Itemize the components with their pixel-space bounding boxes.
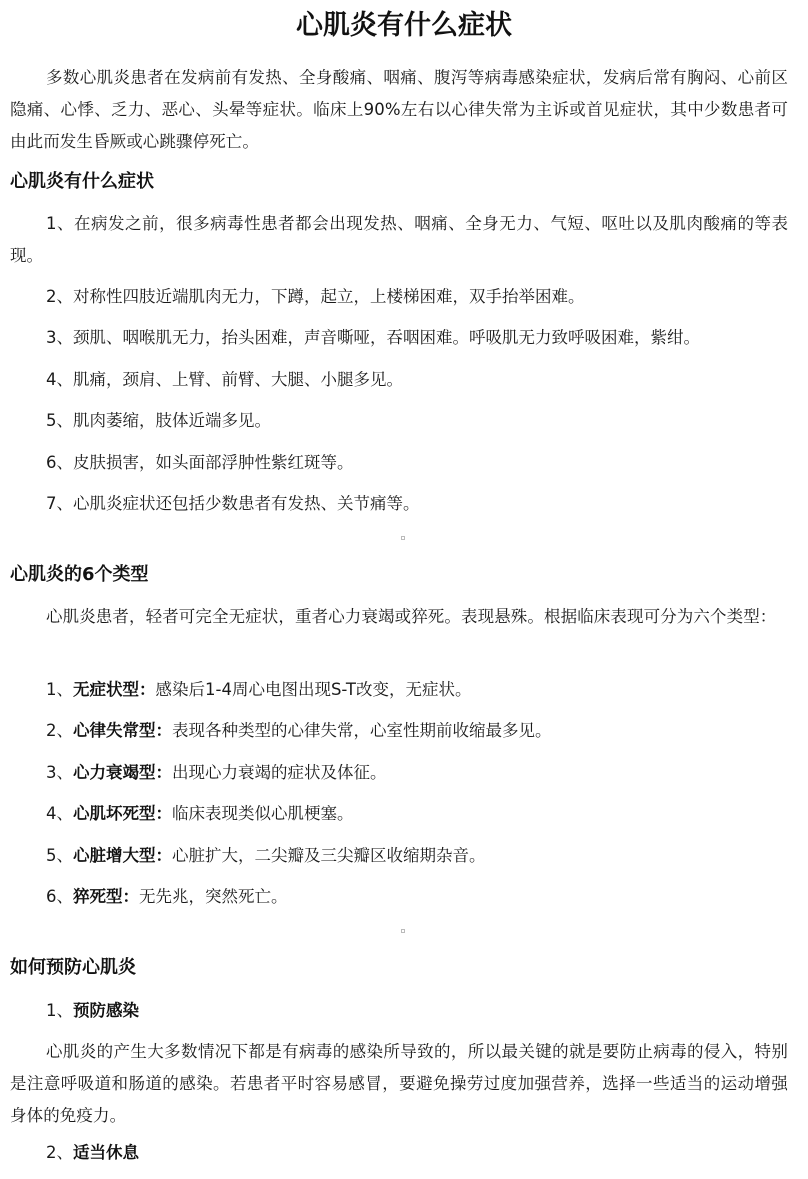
type-description: 表现各种类型的心律失常，心室性期前收缩最多见。: [172, 721, 552, 740]
image-placeholder-marker: [401, 536, 405, 540]
type-name: 心肌坏死型：: [73, 804, 172, 823]
symptom-item: 3、颈肌、咽喉肌无力，抬头困难，声音嘶哑，吞咽困难。呼吸肌无力致呼吸困难，紫绀。: [46, 328, 700, 347]
symptom-item: 1、在病发之前，很多病毒性患者都会出现发热、咽痛、全身无力、气短、呕吐以及肌肉酸痛的等表现。: [10, 214, 788, 265]
type-name: 心脏增大型：: [73, 846, 172, 865]
prevention-subheading: [46, 1137, 788, 1169]
intro-paragraph: 多数心肌炎患者在发病前有发热、全身酸痛、咽痛、腹泻等病毒感染症状，发病后常有胸闷、心前区隐痛、心悸、乏力、恶心、头晕等症状。临床上90%左右以心律失常为主诉或首见症状，其中少数患者可由此而发生昏厥或心跳骤停死亡。: [10, 68, 788, 151]
symptom-item: 6、皮肤损害，如头面部浮肿性紫红斑等。: [46, 453, 354, 472]
type-number: 2、: [46, 721, 73, 740]
section-heading-types: 心肌炎的6个类型: [10, 564, 149, 585]
image-placeholder-marker: [401, 929, 405, 933]
symptom-item: 2、对称性四肢近端肌肉无力，下蹲，起立，上楼梯困难，双手抬举困难。: [46, 287, 585, 306]
type-number: 1、: [46, 680, 73, 699]
type-item: [46, 715, 788, 747]
symptom-item: 4、肌痛，颈肩、上臂、前臂、大腿、小腿多见。: [46, 370, 403, 389]
type-number: 5、: [46, 846, 73, 865]
subheading-number: 2、: [46, 1143, 73, 1162]
types-intro-paragraph: 心肌炎患者，轻者可完全无症状，重者心力衰竭或猝死。表现悬殊。根据临床表现可分为六个类型：: [46, 607, 777, 626]
type-name: 心律失常型：: [73, 721, 172, 740]
type-item: [46, 840, 788, 872]
subheading-number: 1、: [46, 1001, 73, 1020]
type-item: [46, 757, 788, 789]
page-title: 心肌炎有什么症状: [296, 10, 512, 41]
type-name: 猝死型：: [73, 887, 139, 906]
type-description: 出现心力衰竭的症状及体征。: [172, 763, 387, 782]
symptom-item: 5、肌肉萎缩，肢体近端多见。: [46, 411, 271, 430]
type-item: [46, 798, 788, 830]
section-heading-symptoms: 心肌炎有什么症状: [10, 171, 154, 192]
type-name: 无症状型：: [73, 680, 156, 699]
subheading-title: 适当休息: [73, 1143, 139, 1162]
prevention-subheading: [46, 995, 788, 1027]
type-item: [46, 881, 788, 913]
type-description: 感染后1-4周心电图出现S-T改变，无症状。: [155, 680, 472, 699]
type-number: 3、: [46, 763, 73, 782]
type-name: 心力衰竭型：: [73, 763, 172, 782]
subheading-title: 预防感染: [73, 1001, 139, 1020]
prevention-paragraph: 心肌炎的产生大多数情况下都是有病毒的感染所导致的，所以最关键的就是要防止病毒的侵入，特别是注意呼吸道和肠道的感染。若患者平时容易感冒，要避免操劳过度加强营养，选择一些适当的运动增强身体的免疫力。: [10, 1042, 788, 1125]
type-description: 无先兆，突然死亡。: [139, 887, 288, 906]
symptom-item: 7、心肌炎症状还包括少数患者有发热、关节痛等。: [46, 494, 420, 513]
type-description: 临床表现类似心肌梗塞。: [172, 804, 354, 823]
type-number: 4、: [46, 804, 73, 823]
section-heading-prevention: 如何预防心肌炎: [10, 957, 136, 978]
type-description: 心脏扩大，二尖瓣及三尖瓣区收缩期杂音。: [172, 846, 486, 865]
type-number: 6、: [46, 887, 73, 906]
type-item: [46, 674, 788, 706]
